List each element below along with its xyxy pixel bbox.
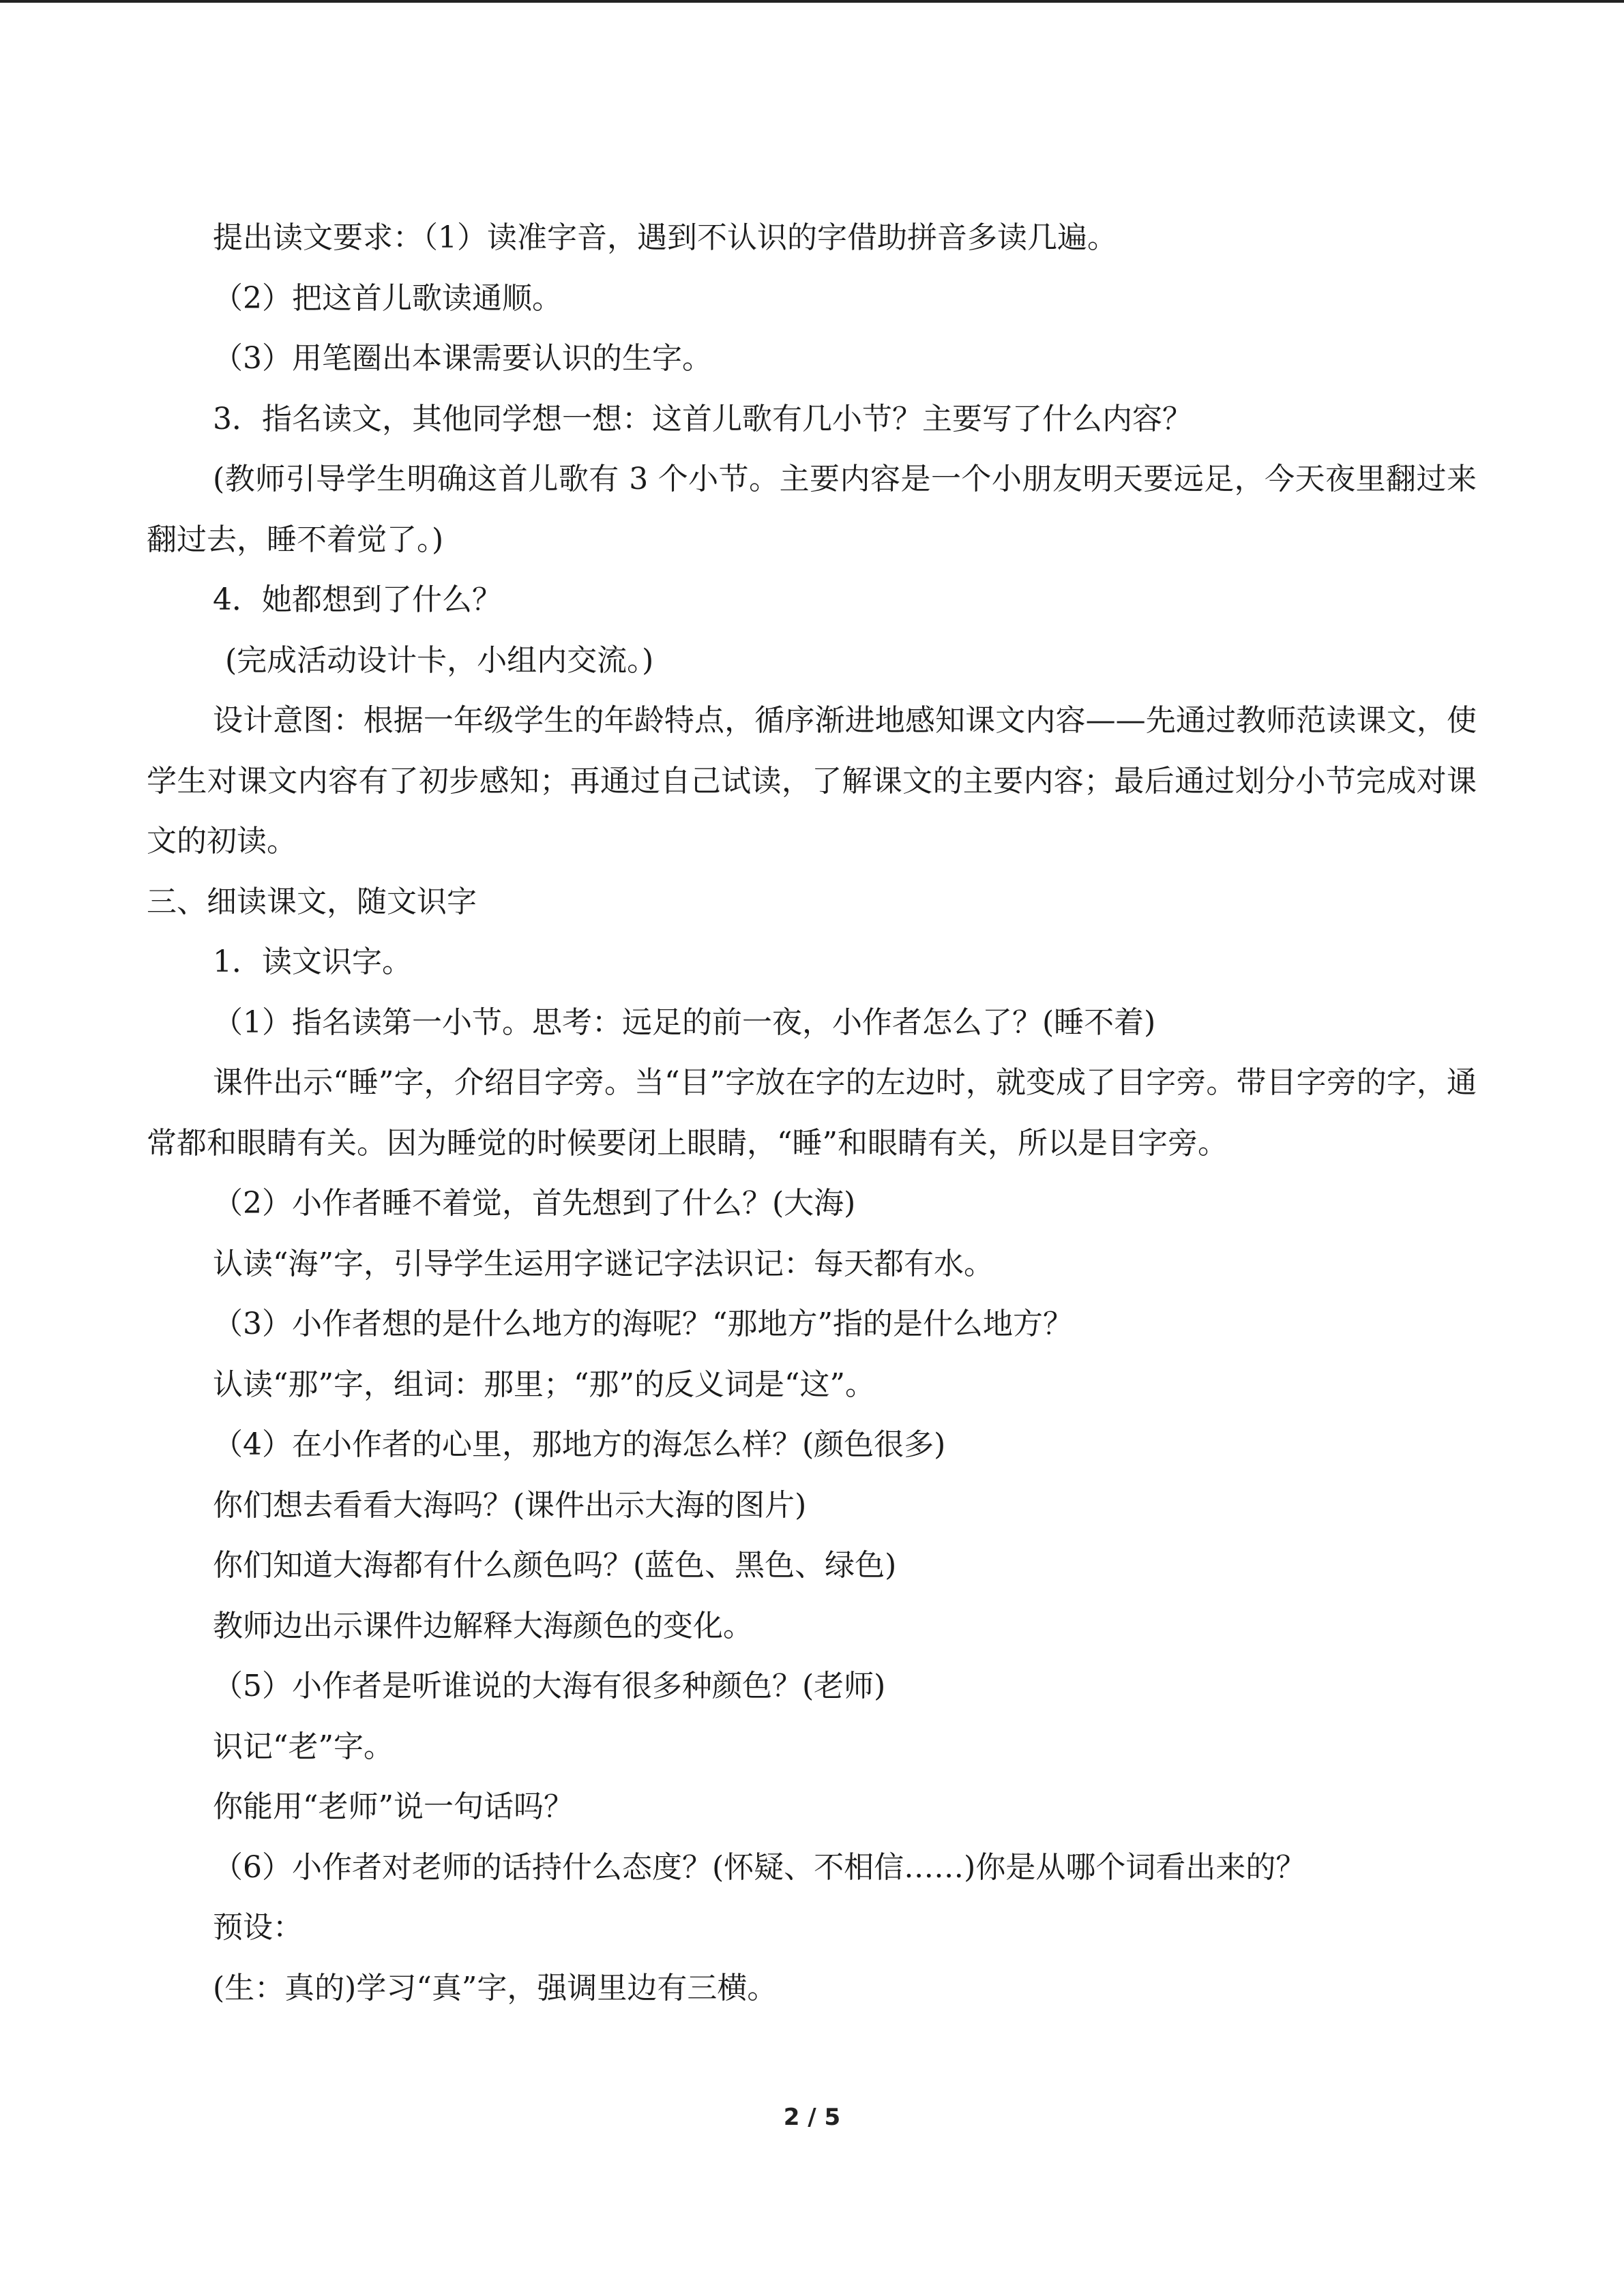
paragraph-step-3: 3．指名读文，其他同学想一想：这首儿歌有几小节？主要写了什么内容？ bbox=[213, 401, 1192, 436]
section-heading-close-reading: 三、细读课文，随文识字 bbox=[147, 884, 477, 919]
paragraph-old-character: 识记“老”字。 bbox=[213, 1729, 394, 1764]
document-body bbox=[147, 208, 1477, 2018]
page-number: 2 / 5 bbox=[783, 2104, 841, 2131]
paragraph-sea-character: 认读“海”字，引导学生运用字谜记字法识记：每天都有水。 bbox=[213, 1246, 994, 1281]
paragraph-requirement-3: （3）用笔圈出本课需要认识的生字。 bbox=[213, 341, 712, 376]
paragraph-requirement-2: （2）把这首儿歌读通顺。 bbox=[213, 280, 562, 316]
paragraph-teacher-sentence: 你能用“老师”说一句话吗？ bbox=[213, 1789, 574, 1824]
paragraph-question-5: （5）小作者是听谁说的大海有很多种颜色？(老师) bbox=[213, 1669, 886, 1703]
paragraph-question-2: （2）小作者睡不着觉，首先想到了什么？(大海) bbox=[213, 1186, 856, 1221]
paragraph-read-and-learn: 1．读文识字。 bbox=[213, 944, 412, 979]
paragraph-question-1: （1）指名读第一小节。思考：远足的前一夜，小作者怎么了？(睡不着) bbox=[213, 1004, 1156, 1040]
top-border-rule bbox=[0, 0, 1624, 3]
paragraph-step-4: 4．她都想到了什么？ bbox=[213, 582, 502, 617]
paragraph-question-3: （3）小作者想的是什么地方的海呢？“那地方”指的是什么地方？ bbox=[213, 1307, 1073, 1341]
paragraph-teacher-explains: 教师边出示课件边解释大海颜色的变化。 bbox=[213, 1608, 753, 1643]
paragraph-reading-requirements: 提出读文要求：（1）读准字音，遇到不认识的字借助拼音多读几遍。 bbox=[213, 220, 1117, 255]
paragraph-design-intent: 设计意图：根据一年级学生的年龄特点，循序渐进地感知课文内容——先通过教师范读课文，使学生对课文内容有了初步感知；再通过自己试读，了解课文的主要内容；最后通过划分小节完成对课文的初读。 bbox=[147, 703, 1477, 859]
paragraph-teacher-guidance: (教师引导学生明确这首儿歌有 3 个小节。主要内容是一个小朋友明天要远足，今天夜里翻过来翻过去，睡不着觉了。) bbox=[147, 462, 1477, 557]
paragraph-question-6: （6）小作者对老师的话持什么态度？(怀疑、不相信……)你是从哪个词看出来的？ bbox=[213, 1849, 1306, 1885]
paragraph-see-sea: 你们想去看看大海吗？(课件出示大海的图片) bbox=[213, 1487, 807, 1523]
paragraph-that-character: 认读“那”字，组词：那里；“那”的反义词是“这”。 bbox=[213, 1367, 875, 1402]
paragraph-sea-colors: 你们知道大海都有什么颜色吗？(蓝色、黑色、绿色) bbox=[213, 1548, 897, 1583]
paragraph-sleep-character: 课件出示“睡”字，介绍目字旁。当“目”字放在字的左边时，就变成了目字旁。带目字旁的字，通常都和眼睛有关。因为睡觉的时候要闭上眼睛，“睡”和眼睛有关，所以是目字旁。 bbox=[147, 1065, 1477, 1161]
paragraph-question-4: （4）在小作者的心里，那地方的海怎么样？(颜色很多) bbox=[213, 1427, 946, 1462]
paragraph-true-character: (生：真的)学习“真”字，强调里边有三横。 bbox=[213, 1970, 778, 2006]
paragraph-preset: 预设： bbox=[213, 1910, 303, 1945]
paragraph-activity-card: (完成活动设计卡，小组内交流。) bbox=[225, 642, 654, 678]
